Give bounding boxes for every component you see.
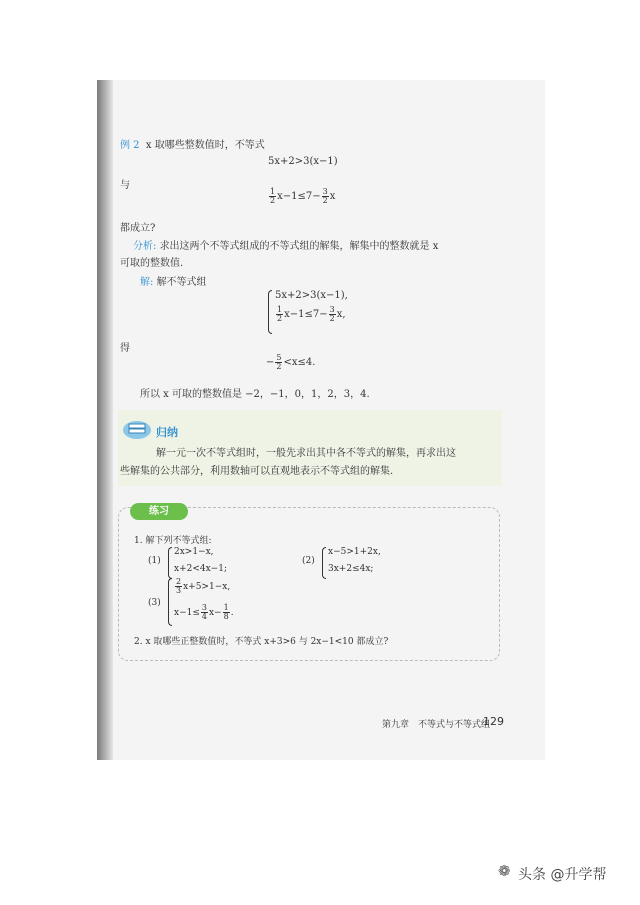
- practice-q2: 2. x 取哪些正整数值时，不等式 x+3>6 与 2x−1<10 都成立?: [134, 637, 389, 647]
- practice-tab: 练习: [130, 503, 188, 520]
- example-label: 例 2: [120, 140, 140, 151]
- p3-label: (3): [148, 598, 161, 608]
- solution-result: − $\frac{5}{2}$ <x≤4.: [266, 353, 316, 371]
- conclusion: 所以 x 可取的整数值是 −2，−1，0，1，2，3，4.: [140, 389, 370, 400]
- solution-label: 解:: [140, 277, 154, 288]
- p2-line-a: x−5>1+2x,: [328, 547, 381, 557]
- system-brace: [268, 290, 272, 334]
- inequality-2: $\frac{1}{2}$ x−1≤7− $\frac{3}{2}$ x: [270, 187, 336, 205]
- p1-brace: [168, 547, 172, 579]
- page-number: 129: [483, 715, 504, 728]
- book-icon: [122, 418, 152, 440]
- system-line-2: $\frac{1}{2}$ x−1≤7− $\frac{3}{2}$ x,: [277, 305, 346, 323]
- solution-line: 解: 解不等式组: [140, 277, 207, 288]
- p2-label: (2): [302, 556, 315, 566]
- analysis-line-2: 可取的整数值.: [120, 258, 184, 269]
- p1-line-a: 2x>1−x,: [174, 547, 214, 557]
- summary-title: 归纳: [156, 426, 178, 439]
- p1-line-b: x+2<4x−1;: [174, 564, 227, 574]
- summary-line-1: 解一元一次不等式组时，一般先求出其中各不等式的解集，再求出这: [156, 448, 456, 459]
- p2-line-b: 3x+2≤4x;: [328, 564, 374, 574]
- fraction-one-half: $\frac{1}{2}$: [270, 187, 276, 205]
- p1-label: (1): [148, 556, 161, 566]
- fraction-five-halves: $\frac{5}{2}$: [276, 353, 282, 371]
- practice-q1: 1. 解下列不等式组:: [134, 536, 212, 546]
- watermark-icon: ❁: [498, 862, 511, 880]
- book-spine-shadow: [97, 80, 113, 760]
- example-heading: [120, 136, 265, 151]
- analysis-label: 分析:: [133, 241, 157, 252]
- example-question: x 取哪些整数值时，不等式: [145, 140, 265, 151]
- and-word: 与: [120, 180, 130, 191]
- analysis-line-1: 分析: 求出这两个不等式组成的不等式组的解集，解集中的整数就是 x: [133, 241, 439, 252]
- get-word: 得: [120, 343, 130, 354]
- chapter-title: 第九章 不等式与不等式组: [382, 720, 491, 730]
- p2-brace: [322, 547, 326, 579]
- p3-brace: [168, 578, 172, 626]
- all-hold-text: 都成立?: [120, 223, 156, 234]
- inequality-1: 5x+2>3(x−1): [268, 156, 338, 167]
- p3-line-b: x−1≤ $\frac{3}{4}$ x− $\frac{1}{8}$ .: [174, 603, 234, 621]
- summary-line-2: 些解集的公共部分，利用数轴可以直观地表示不等式组的解集.: [120, 466, 394, 477]
- p3-line-a: $\frac{2}{3}$ x+5>1−x,: [176, 577, 231, 595]
- system-line-1: 5x+2>3(x−1),: [275, 290, 348, 301]
- fraction-three-halves: $\frac{3}{2}$: [322, 187, 328, 205]
- watermark-text: 头条 @升学帮: [518, 867, 607, 883]
